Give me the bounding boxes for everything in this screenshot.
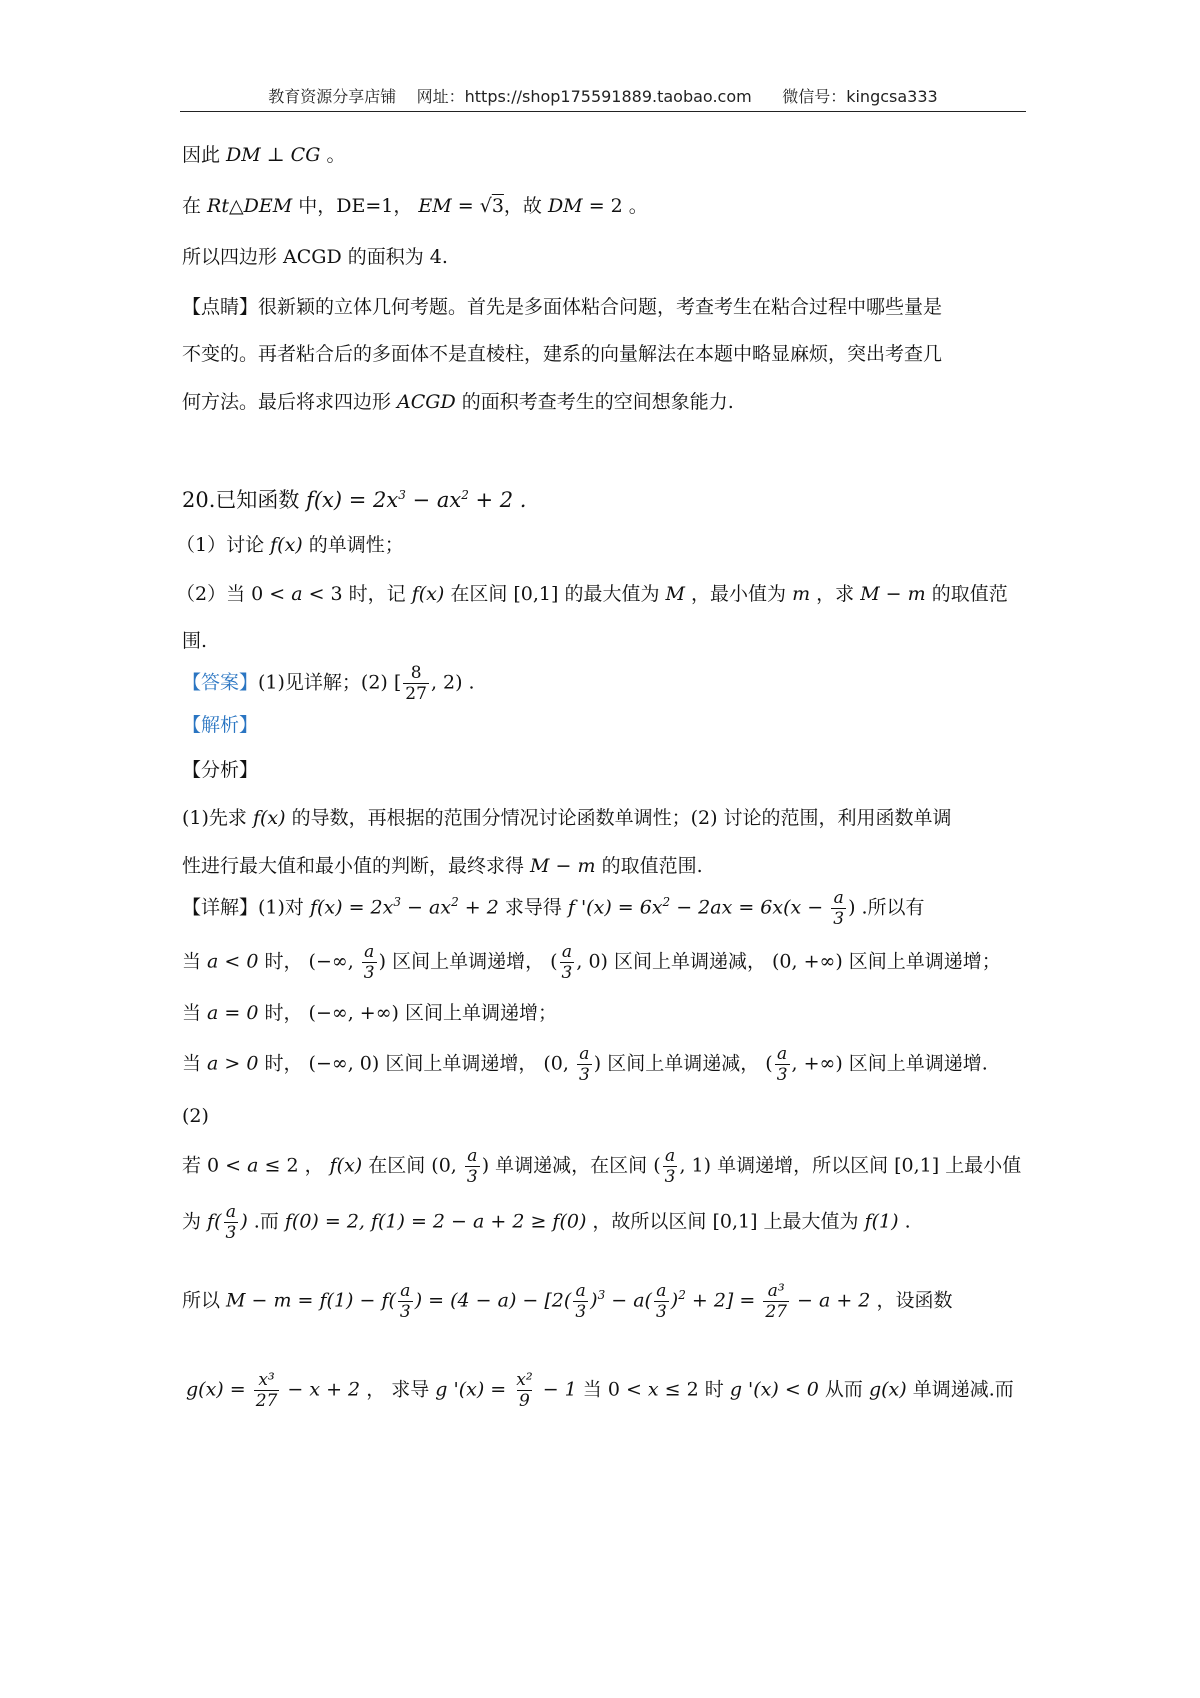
math: f(x)	[270, 534, 303, 556]
math: − a + 2	[790, 1289, 871, 1312]
fraction-numerator: x²	[516, 1370, 533, 1390]
text-line-3: 所以四边形 ACGD 的面积为 4.	[182, 246, 448, 268]
text-line-15	[182, 853, 703, 879]
section-label-detail: 【详解】	[182, 896, 259, 919]
question-2	[176, 581, 1008, 607]
text: , 2) .	[430, 671, 475, 694]
math-radicand: 3	[491, 195, 504, 217]
text: ， 求导	[360, 1378, 436, 1401]
text: ) 区间上单调递增， (	[378, 950, 558, 973]
text: 因此	[182, 144, 227, 166]
detail-line-8	[186, 1370, 1014, 1411]
header-divider	[180, 111, 1026, 112]
fraction-numerator: a	[225, 1202, 236, 1222]
math: g(x)	[868, 1378, 907, 1401]
math: + 2] =	[685, 1289, 762, 1312]
fraction	[514, 1370, 534, 1411]
math: − ax	[405, 488, 462, 512]
fraction	[573, 1281, 588, 1322]
fraction-denominator: 27	[405, 684, 427, 704]
math: )	[240, 1210, 248, 1233]
fraction	[560, 942, 575, 983]
text: 当 0 <	[576, 1378, 648, 1401]
text: （1）讨论	[176, 534, 271, 556]
text: < 3 时，记	[302, 583, 412, 605]
fraction-denominator: 3	[776, 1065, 788, 1085]
fraction-denominator: 3	[655, 1302, 667, 1322]
fraction	[831, 888, 846, 929]
fraction	[775, 1044, 790, 1085]
text: ，最小值为	[684, 583, 793, 605]
text-line-10: 围.	[182, 630, 208, 652]
math-sup: 3	[393, 895, 402, 910]
fraction-numerator: 8	[410, 663, 422, 683]
math-sup: 2	[678, 1288, 686, 1303]
text: 为	[182, 1210, 208, 1233]
text: 在区间 (0,	[362, 1154, 463, 1177]
problem-title	[182, 482, 527, 513]
math: − a(	[605, 1289, 652, 1312]
fraction-denominator: 27	[255, 1391, 278, 1411]
detail-line-7	[182, 1281, 952, 1322]
detail-line-1	[182, 888, 925, 929]
text: .	[898, 1210, 911, 1233]
fraction-denominator: 27	[765, 1302, 787, 1322]
math: DM ⊥ CG	[226, 144, 321, 166]
math: g '(x) < 0	[729, 1378, 819, 1401]
math: f '(x) = 6x	[567, 896, 663, 919]
math: f(0) = 2, f(1) = 2 − a + 2 ≥ f(0)	[284, 1210, 587, 1233]
math: M − m	[530, 855, 596, 877]
math: M − m	[860, 583, 926, 605]
fraction-numerator: x³	[258, 1370, 275, 1390]
math-sup: 2	[451, 895, 459, 910]
text: 20.已知函数	[182, 488, 307, 512]
text: ，故所以区间 [0,1] 上最大值为	[586, 1210, 865, 1233]
text: , +∞) 区间上单调递增.	[791, 1052, 988, 1075]
math: a	[247, 1154, 259, 1177]
detail-line-6	[182, 1202, 911, 1243]
fraction-numerator: a³	[767, 1281, 785, 1301]
text: ，求	[810, 583, 861, 605]
text: ) 区间上单调递减， (	[593, 1052, 773, 1075]
text: (1)见详解；(2) [	[258, 671, 402, 694]
math: f(x)	[411, 583, 445, 605]
fraction-denominator: 3	[664, 1167, 676, 1187]
fraction-denominator: 3	[833, 909, 845, 929]
text: 的面积考查考生的空间想象能力.	[455, 391, 734, 413]
text-line-1	[182, 142, 345, 168]
math: g '(x) =	[435, 1378, 513, 1401]
math: )	[590, 1289, 598, 1312]
math: a	[291, 583, 303, 605]
fraction-denominator: 9	[519, 1391, 530, 1411]
fraction-numerator: a	[656, 1281, 667, 1301]
fraction	[663, 1146, 678, 1187]
text: （2）当 0 <	[176, 583, 292, 605]
text: ，设函数	[870, 1289, 953, 1312]
text-line-2	[182, 193, 648, 219]
text: 的取值范围.	[595, 855, 703, 877]
question-1	[176, 532, 404, 558]
fraction-numerator: a	[777, 1044, 788, 1064]
fraction-numerator: a	[575, 1281, 586, 1301]
math: − x + 2	[281, 1378, 361, 1401]
fraction-denominator: 3	[225, 1223, 237, 1243]
answer-line	[182, 663, 475, 704]
text: 中，DE=1，	[292, 195, 419, 217]
text: 时， (−∞, 0) 区间上单调递增， (0,	[258, 1052, 575, 1075]
text: 求导得	[498, 896, 568, 919]
text: 性进行最大值和最小值的判断，最终求得	[182, 855, 531, 877]
math: = √	[451, 195, 492, 217]
math: f(	[207, 1210, 222, 1233]
text: ≤ 2 时	[658, 1378, 730, 1401]
fraction-denominator: 3	[363, 963, 375, 983]
text: 何方法。最后将求四边形	[182, 391, 398, 413]
text-line-5: 不变的。再者粘合后的多面体不是直棱柱，建系的向量解法在本题中略显麻烦，突出考查几	[182, 343, 943, 365]
detail-line-4	[182, 1044, 988, 1085]
section-label-fenxi: 【分析】	[182, 759, 259, 781]
math: a > 0	[207, 1052, 259, 1075]
text: .而	[247, 1210, 285, 1233]
fraction-numerator: a	[664, 1146, 676, 1166]
math: − ax	[401, 896, 452, 919]
fraction-denominator: 3	[578, 1065, 590, 1085]
math: DM	[547, 195, 583, 217]
fraction-numerator: a	[467, 1146, 478, 1166]
section-label-answer: 【答案】	[182, 671, 259, 694]
text: = 2 。	[582, 195, 648, 217]
math: + 2 .	[468, 488, 527, 512]
math: − 1	[536, 1378, 577, 1401]
math: + 2	[458, 896, 499, 919]
math-sup: 2	[461, 488, 469, 502]
math: ACGD	[397, 391, 456, 413]
fraction-numerator: a	[364, 942, 375, 962]
fraction-denominator: 3	[575, 1302, 587, 1322]
fraction	[654, 1281, 669, 1322]
math: EM	[418, 195, 452, 217]
text: 单调递减.而	[906, 1378, 1014, 1401]
detail-part-2: (2)	[182, 1105, 209, 1127]
text: , 0) 区间上单调递减， (0, +∞) 区间上单调递增；	[576, 950, 1001, 973]
math: f(x) = 2x	[306, 488, 399, 512]
text: 很新颖的立体几何考题。首先是多面体粘合问题，考查考生在粘合过程中哪些量是	[258, 296, 943, 318]
text: ≤ 2 ，	[258, 1154, 330, 1177]
math-sup: 3	[398, 488, 406, 502]
text-line-4	[182, 294, 942, 320]
section-label-analysis: 【解析】	[182, 714, 259, 736]
text: 当	[182, 950, 208, 973]
math: a = 0	[207, 1002, 259, 1024]
fraction	[403, 663, 429, 704]
math: − 2ax = 6x(x −	[670, 896, 830, 919]
math: f(x)	[252, 807, 286, 829]
text: , 1) 单调递增，所以区间 [0,1] 上最小值	[679, 1154, 1022, 1177]
text: 若 0 <	[182, 1154, 248, 1177]
fraction-denominator: 3	[399, 1302, 411, 1322]
fraction-numerator: a	[400, 1281, 411, 1301]
fraction-denominator: 3	[561, 963, 573, 983]
text: ，故	[503, 195, 548, 217]
math: )	[670, 1289, 679, 1312]
text-line-14	[182, 805, 952, 831]
text: 在	[182, 195, 208, 217]
math: ) = (4 − a) − [2(	[414, 1289, 572, 1312]
math: f(x)	[329, 1154, 363, 1177]
text: (1)先求	[182, 807, 253, 829]
math: x	[647, 1378, 659, 1401]
text: 的导数，再根据的范围分情况讨论函数单调性；(2) 讨论的范围，利用函数单调	[285, 807, 952, 829]
fraction-numerator: a	[833, 888, 844, 908]
fraction-denominator: 3	[466, 1167, 478, 1187]
text: 时， (−∞,	[258, 950, 360, 973]
text: 在区间 [0,1] 的最大值为	[444, 583, 666, 605]
text: 当	[182, 1002, 208, 1024]
text: 所以	[182, 1289, 227, 1312]
fraction	[224, 1202, 239, 1243]
detail-line-2	[182, 942, 1001, 983]
section-label-dianjing: 【点睛】	[182, 296, 259, 318]
fraction	[254, 1370, 280, 1411]
text: (1)对	[258, 896, 310, 919]
text: ) .所以有	[848, 896, 925, 919]
text: ) 单调递减，在区间 (	[481, 1154, 661, 1177]
math: Rt△DEM	[207, 195, 293, 217]
text: 。	[320, 144, 346, 166]
math: a < 0	[207, 950, 259, 973]
fraction	[577, 1044, 592, 1085]
math-sup: 2	[662, 895, 671, 910]
fraction	[362, 942, 377, 983]
math: M	[665, 583, 685, 605]
fraction	[763, 1281, 789, 1322]
detail-line-5	[182, 1146, 1021, 1187]
text: 从而	[818, 1378, 869, 1401]
math: g(x) =	[186, 1378, 252, 1401]
math: M − m = f(1) − f(	[226, 1289, 396, 1312]
text: 的取值范	[925, 583, 1008, 605]
detail-line-3	[182, 1000, 557, 1026]
math: m	[792, 583, 811, 605]
fraction-numerator: a	[579, 1044, 590, 1064]
math: f(x) = 2x	[309, 896, 394, 919]
text: 当	[182, 1052, 208, 1075]
text-line-6	[182, 389, 734, 415]
page-header: 教育资源分享店铺 网址：https://shop175591889.taobao.com 微信号：kingcsa333	[268, 87, 938, 106]
text: 时， (−∞, +∞) 区间上单调递增；	[258, 1002, 557, 1024]
fraction	[465, 1146, 480, 1187]
math-sup: 3	[597, 1288, 606, 1303]
text: 的单调性；	[302, 534, 404, 556]
math: f(1)	[864, 1210, 899, 1233]
fraction	[398, 1281, 413, 1322]
fraction-numerator: a	[561, 942, 573, 962]
